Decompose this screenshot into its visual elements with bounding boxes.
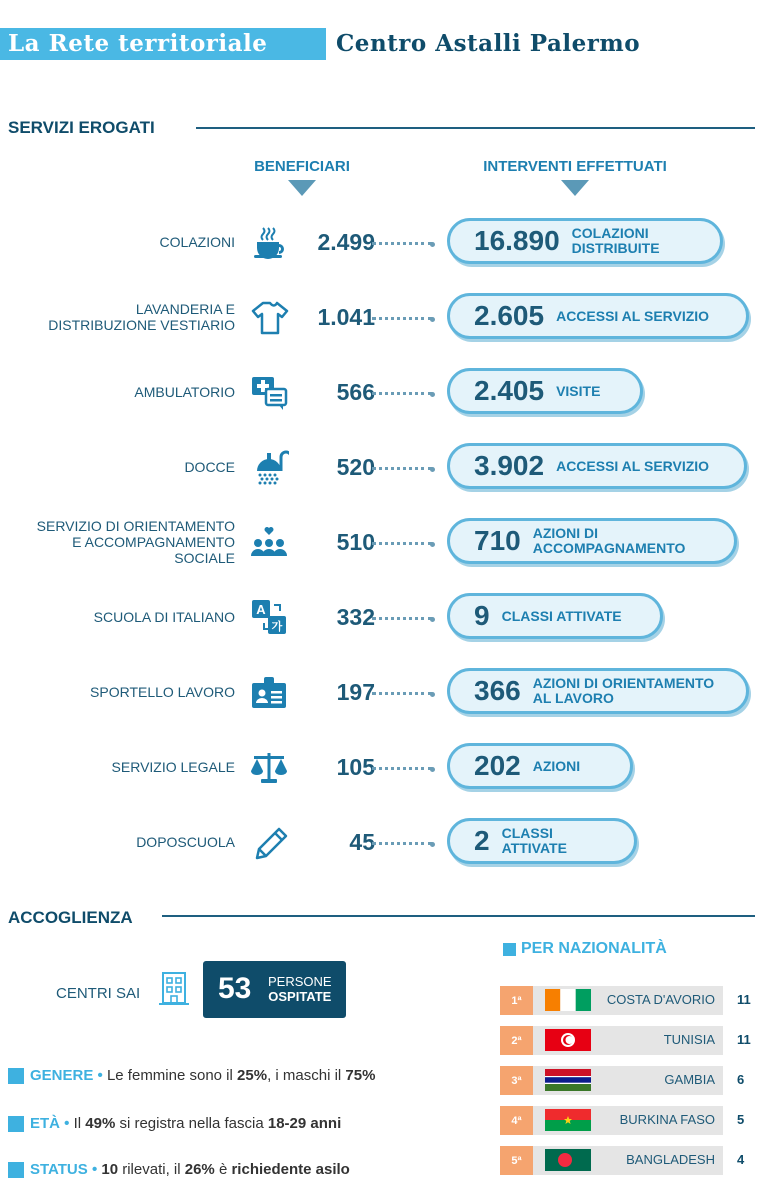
connector-dot — [430, 767, 435, 772]
flag-icon — [545, 1029, 591, 1051]
interventi-value: 9 — [474, 600, 490, 631]
interventi-label-line: COLAZIONI — [571, 225, 649, 241]
centri-sai-label: CENTRI SAI — [56, 985, 141, 1002]
connector-dot — [430, 467, 435, 472]
nationality-count: 4 — [737, 1152, 745, 1167]
interventi-label-line: CLASSI ATTIVATE — [501, 825, 567, 856]
service-label-line: LAVANDERIA E — [135, 301, 235, 317]
triangle-down-icon — [288, 180, 316, 196]
country-name: BANGLADESH — [626, 1152, 715, 1167]
country-name: GAMBIA — [664, 1072, 715, 1087]
eta-text: Il — [73, 1115, 86, 1132]
interventi-pill — [447, 218, 723, 264]
interventi-pill — [447, 668, 749, 714]
interventi-pill — [447, 518, 737, 564]
column-heading-interventi: INTERVENTI EFFETTUATI — [483, 158, 667, 175]
service-label — [112, 759, 235, 775]
medical-chat-icon — [249, 372, 289, 412]
flag-icon — [545, 1149, 591, 1171]
genere-value-female: 25% — [237, 1067, 268, 1084]
service-label — [48, 301, 235, 333]
dotted-connector — [372, 242, 432, 245]
rank-badge: 4ª — [500, 1106, 533, 1135]
interventi-label — [556, 459, 709, 474]
interventi-label-line: CLASSI ATTIVATE — [501, 607, 622, 624]
status-percent: 26% — [184, 1161, 215, 1178]
beneficiari-value: 105 — [336, 754, 375, 780]
connector-dot — [430, 242, 435, 247]
service-label-line: DOCCE — [184, 459, 235, 475]
interventi-label-line: AZIONI DI ORIENTAMENTO — [532, 675, 715, 691]
country-name: TUNISIA — [663, 1032, 715, 1047]
dotted-connector — [372, 467, 432, 470]
dotted-connector — [372, 842, 432, 845]
interventi-label — [533, 759, 580, 774]
connector-dot — [430, 392, 435, 397]
bullet-square — [503, 943, 516, 956]
interventi-pill — [447, 593, 663, 639]
dotted-connector — [372, 767, 432, 770]
nationality-bar — [533, 1066, 723, 1095]
nationality-bar — [533, 1026, 723, 1055]
dotted-connector — [372, 392, 432, 395]
country-name: BURKINA FASO — [619, 1112, 715, 1127]
dotted-connector — [372, 317, 432, 320]
interventi-label-line: VISITE — [556, 382, 601, 399]
scales-icon — [249, 747, 289, 787]
interventi-value: 710 — [474, 525, 521, 556]
connector-dot — [430, 617, 435, 622]
interventi-label — [533, 676, 714, 706]
nationality-row — [500, 1106, 723, 1135]
dotted-connector — [372, 542, 432, 545]
nationality-row — [500, 986, 723, 1015]
country-name: COSTA D'AVORIO — [606, 992, 715, 1007]
beneficiari-value: 2.499 — [317, 229, 375, 255]
service-label-line: SOCIALE — [174, 550, 235, 566]
service-label-line: COLAZIONI — [159, 234, 235, 250]
status-text: è — [214, 1161, 232, 1178]
nationality-bar — [533, 1106, 723, 1135]
service-label — [160, 234, 235, 250]
interventi-pill — [447, 818, 637, 864]
building-icon — [157, 970, 191, 1008]
rank-badge: 3ª — [500, 1066, 533, 1095]
section-heading-servizi: SERVIZI EROGATI — [8, 118, 155, 137]
beneficiari-value: 566 — [336, 379, 375, 405]
nationality-count: 5 — [737, 1112, 745, 1127]
service-label — [134, 384, 235, 400]
interventi-label — [502, 826, 618, 856]
interventi-value: 2.605 — [474, 300, 545, 331]
interventi-label — [572, 226, 660, 256]
persone-ospitate-label — [268, 974, 332, 1004]
dotted-connector — [372, 692, 432, 695]
dotted-connector — [372, 617, 432, 620]
service-label-line: DISTRIBUZIONE VESTIARIO — [48, 317, 235, 333]
beneficiari-value: 45 — [349, 829, 375, 855]
nazionalita-heading: PER NAZIONALITÀ — [521, 940, 667, 957]
genere-info: GENERE • Le femmine sono il 25%, i maschi il 75% — [30, 1067, 376, 1084]
status-count: 10 — [101, 1161, 119, 1178]
translate-icon — [249, 597, 289, 637]
service-label-line: SERVIZIO LEGALE — [111, 759, 235, 775]
interventi-label — [556, 309, 709, 324]
rank-badge: 1ª — [500, 986, 533, 1015]
nationality-count: 11 — [737, 992, 751, 1007]
beneficiari-value: 520 — [336, 454, 375, 480]
shower-icon — [249, 447, 289, 487]
beneficiari-value: 1.041 — [317, 304, 375, 330]
section-divider — [162, 915, 755, 917]
interventi-label-line: DISTRIBUITE — [571, 240, 660, 256]
persone-ospitate-number: 53 — [218, 972, 252, 1005]
section-heading-accoglienza: ACCOGLIENZA — [8, 908, 133, 927]
flag-icon — [545, 1109, 591, 1131]
service-label-line: AMBULATORIO — [134, 384, 235, 400]
interventi-value: 202 — [474, 750, 521, 781]
connector-dot — [430, 317, 435, 322]
service-label — [136, 834, 235, 850]
connector-dot — [430, 542, 435, 547]
triangle-down-icon — [561, 180, 589, 196]
interventi-label-line: ACCOMPAGNAMENTO — [532, 540, 686, 556]
nationality-count: 6 — [737, 1072, 745, 1087]
status-text: rilevati, il — [118, 1161, 185, 1178]
interventi-pill — [447, 293, 749, 339]
nationality-bar — [533, 986, 723, 1015]
coffee-cup-icon — [249, 222, 289, 262]
flag-icon — [545, 1069, 591, 1091]
nationality-count: 11 — [737, 1032, 751, 1047]
connector-dot — [430, 692, 435, 697]
eta-text: si registra nella fascia — [115, 1115, 268, 1132]
interventi-label-line: AL LAVORO — [532, 690, 614, 706]
service-label-line: SPORTELLO LAVORO — [90, 684, 235, 700]
nationality-row — [500, 1146, 723, 1175]
genere-text: , i maschi il — [267, 1067, 346, 1084]
service-label — [37, 518, 235, 566]
rank-badge: 2ª — [500, 1026, 533, 1055]
genere-text: Le femmine sono il — [106, 1067, 238, 1084]
header-title-left: La Rete territoriale — [8, 30, 268, 57]
bullet-square — [8, 1116, 24, 1132]
interventi-label-line: AZIONI DI — [532, 525, 599, 541]
service-label-line: SERVIZIO DI ORIENTAMENTO — [36, 518, 235, 534]
rank-badge: 5ª — [500, 1146, 533, 1175]
interventi-label-line: ACCESSI AL SERVIZIO — [556, 457, 710, 474]
service-label-line: E ACCOMPAGNAMENTO — [72, 534, 235, 550]
beneficiari-value: 332 — [336, 604, 375, 630]
interventi-label — [502, 609, 622, 624]
eta-range: 18-29 anni — [267, 1115, 342, 1132]
pencil-icon — [249, 822, 289, 862]
persone-label-line2: OSPITATE — [268, 989, 332, 1004]
interventi-value: 366 — [474, 675, 521, 706]
interventi-value: 3.902 — [474, 450, 545, 481]
header-title-right: Centro Astalli Palermo — [336, 30, 641, 57]
interventi-label — [533, 526, 686, 556]
bullet-square — [8, 1162, 24, 1178]
service-label — [90, 684, 235, 700]
nationality-row — [500, 1066, 723, 1095]
interventi-value: 16.890 — [474, 225, 560, 256]
beneficiari-value: 510 — [336, 529, 375, 555]
eta-key: ETÀ — [30, 1115, 60, 1132]
eta-value: 49% — [85, 1115, 116, 1132]
nationality-bar — [533, 1146, 723, 1175]
eta-info: ETÀ • Il 49% si registra nella fascia 18-29 anni — [30, 1115, 342, 1132]
interventi-pill — [447, 443, 747, 489]
service-label — [94, 609, 235, 625]
status-value: richiedente asilo — [231, 1161, 350, 1178]
service-label — [184, 459, 235, 475]
interventi-pill — [447, 743, 633, 789]
flag-icon — [545, 989, 591, 1011]
interventi-value: 2 — [474, 825, 490, 856]
persone-label-line1: PERSONE — [268, 974, 332, 989]
interventi-label-line: ACCESSI AL SERVIZIO — [556, 307, 710, 324]
tshirt-icon — [249, 297, 289, 337]
status-info: STATUS • 10 rilevati, il 26% è richiedente asilo — [30, 1161, 350, 1178]
status-key: STATUS — [30, 1161, 88, 1178]
connector-dot — [430, 842, 435, 847]
genere-key: GENERE — [30, 1067, 94, 1084]
genere-value-male: 75% — [345, 1067, 376, 1084]
section-divider — [196, 127, 755, 129]
interventi-label-line: AZIONI — [532, 757, 581, 774]
id-badge-icon — [249, 672, 289, 712]
interventi-value: 2.405 — [474, 375, 545, 406]
column-heading-beneficiari: BENEFICIARI — [254, 158, 350, 175]
service-label-line: DOPOSCUOLA — [136, 834, 235, 850]
nationality-row — [500, 1026, 723, 1055]
people-heart-icon — [249, 522, 289, 562]
service-label-line: SCUOLA DI ITALIANO — [93, 609, 235, 625]
bullet-square — [8, 1068, 24, 1084]
interventi-pill — [447, 368, 643, 414]
interventi-label — [556, 384, 600, 399]
beneficiari-value: 197 — [336, 679, 375, 705]
